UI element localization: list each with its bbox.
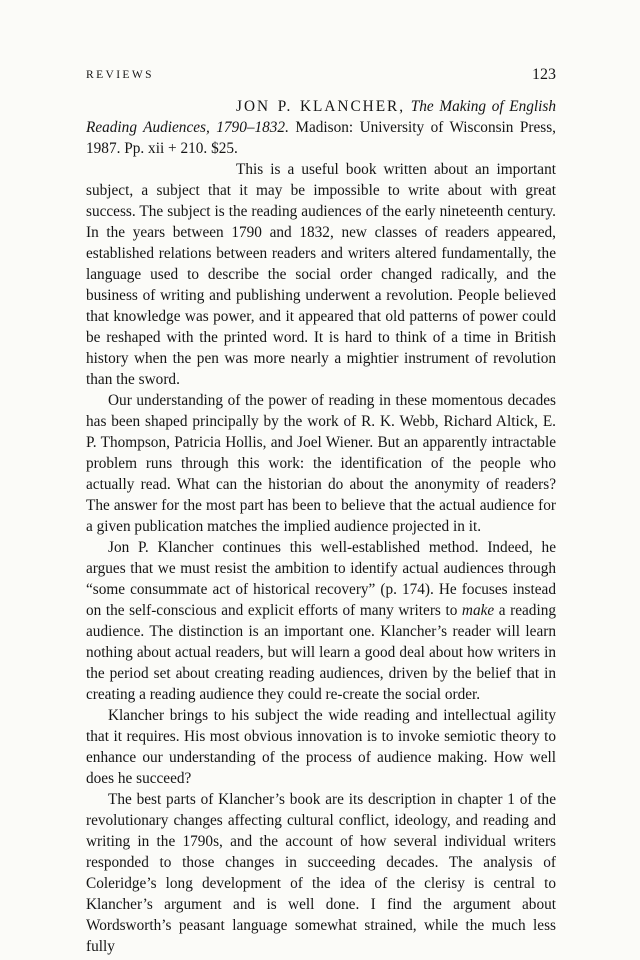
book-citation [86,96,556,159]
citation-author: JON P. KLANCHER, [236,98,406,115]
review-body [86,96,556,957]
citation-title: The Making of English Reading Audiences, 1790–1832. [86,98,557,136]
paragraph-3-before: Jon P. Klancher continues this well-established method. Indeed, he argues that we must resist the ambition to identify actual audiences through “some consummate act of historical recovery” (p. 174). He focuses instead on the self-conscious and explicit efforts of many writers to [86,539,556,619]
running-title: REVIEWS [86,69,154,81]
citation-publisher: Madison: University of Wisconsin Press, 1987. Pp. xii + 210. $25. [86,119,557,157]
paragraph-4: Klancher brings to his subject the wide reading and intellectual agility that it requires. His most obvious innovation is to invoke semiotic theory to enhance our understanding of the process of audience making. How well does he succeed? [86,707,556,787]
paragraph-5: The best parts of Klancher’s book are its description in chapter 1 of the revolutionary changes affecting cultural conflict, ideology, and reading and writing in the 1790s, and the account of how several individual writers responded to those changes in succeeding decades. The analysis of Coleridge’s long development of the idea of the clerisy is central to Klancher’s argument and is well done. I find the argument about Wordsworth’s peasant language somewhat strained, while the much less fully [86,791,556,955]
running-head [86,66,556,88]
paragraph-3 [86,537,556,705]
paragraph-3-after: a reading audience. The distinction is an important one. Klancher’s reader will learn nothing about actual readers, but will learn a good deal about how writers in the period set about creating reading audiences, driven by the belief that in creating a reading audience they could re-create the social order. [86,602,557,703]
emphasis-make: make [461,602,495,619]
paragraph-2: Our understanding of the power of reading in these momentous decades has been shaped principally by the work of R. K. Webb, Richard Altick, E. P. Thompson, Patricia Hollis, and Joel Wiener. But an apparently intractable problem runs through this work: the identification of the people who actually read. What can the historian do about the anonymity of readers? The answer for the most part has been to believe that the actual audience for a given publication matches the implied audience projected in it. [86,392,556,535]
page-number: 123 [532,66,556,83]
paragraph-1: This is a useful book written about an important subject, a subject that it may be impossible to write about with great success. The subject is the reading audiences of the early nineteenth century. In the years between 1790 and 1832, new classes of readers appeared, established relations between readers and writers altered fundamentally, the language used to describe the social order changed radically, and the business of writing and publishing underwent a revolution. People believed that knowledge was power, and it appeared that old patterns of power could be reshaped with the printed word. It is hard to think of a time in British history when the pen was more nearly a mightier instrument of revolution than the sword. [86,161,556,388]
